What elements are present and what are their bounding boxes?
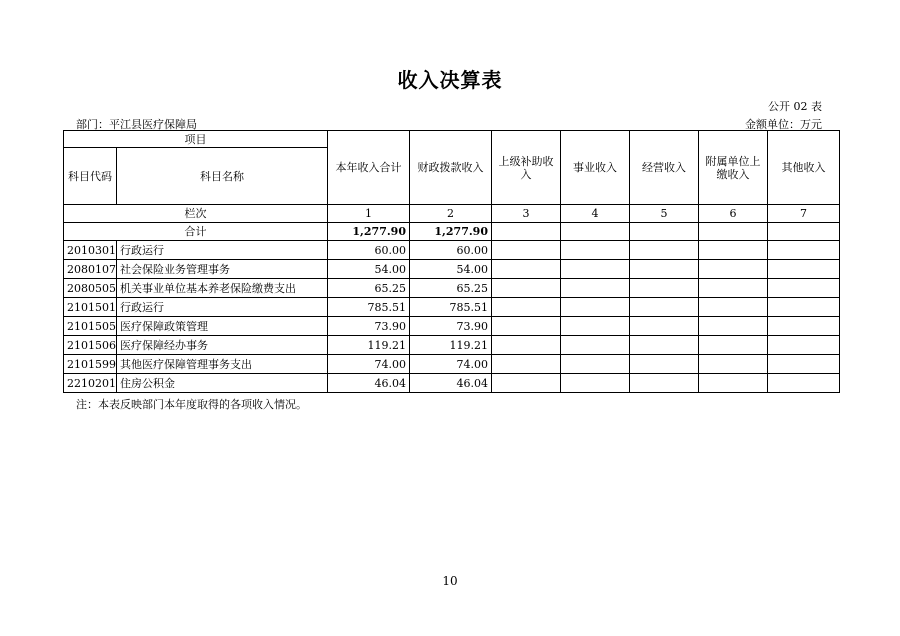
- row-empty-cell: [699, 317, 768, 336]
- summary-label: 合计: [64, 223, 328, 241]
- row-code: 2101506: [64, 336, 117, 355]
- summary-fiscal: 1,277.90: [410, 223, 492, 241]
- column-number: 3: [492, 205, 561, 223]
- table-row: [64, 374, 840, 393]
- row-empty-cell: [492, 355, 561, 374]
- row-empty-cell: [768, 374, 840, 393]
- row-fiscal: 65.25: [410, 279, 492, 298]
- row-fiscal: 73.90: [410, 317, 492, 336]
- row-name: 住房公积金: [117, 374, 328, 393]
- row-empty-cell: [768, 241, 840, 260]
- row-name: 机关事业单位基本养老保险缴费支出: [117, 279, 328, 298]
- row-code: 2101599: [64, 355, 117, 374]
- row-empty-cell: [561, 298, 630, 317]
- row-empty-cell: [561, 374, 630, 393]
- header-other: 其他收入: [768, 131, 840, 205]
- row-empty-cell: [699, 279, 768, 298]
- row-empty-cell: [699, 260, 768, 279]
- column-number: 6: [699, 205, 768, 223]
- row-empty-cell: [492, 241, 561, 260]
- row-empty-cell: [699, 298, 768, 317]
- row-empty-cell: [768, 260, 840, 279]
- department-label: 部门：平江县医疗保障局: [76, 118, 197, 131]
- row-name: 行政运行: [117, 241, 328, 260]
- amount-unit: 金额单位：万元: [745, 118, 822, 131]
- row-empty-cell: [492, 279, 561, 298]
- table-row: [64, 336, 840, 355]
- row-empty-cell: [492, 317, 561, 336]
- table-row: [64, 355, 840, 374]
- row-empty-cell: [630, 336, 699, 355]
- header-item: 项目: [64, 131, 328, 148]
- header-name: 科目名称: [117, 148, 328, 205]
- table-row: [64, 317, 840, 336]
- summary-total: 1,277.90: [328, 223, 410, 241]
- column-number: 4: [561, 205, 630, 223]
- row-empty-cell: [561, 317, 630, 336]
- header-affiliated: 附属单位上缴收入: [699, 131, 768, 205]
- header-total: 本年收入合计: [328, 131, 410, 205]
- row-empty-cell: [630, 355, 699, 374]
- row-empty-cell: [768, 298, 840, 317]
- row-total: 46.04: [328, 374, 410, 393]
- table-row: [64, 279, 840, 298]
- row-empty-cell: [630, 279, 699, 298]
- row-empty-cell: [699, 336, 768, 355]
- form-number: 公开 02 表: [768, 100, 822, 113]
- row-empty-cell: [561, 241, 630, 260]
- column-number: 5: [630, 205, 699, 223]
- table-row: [64, 260, 840, 279]
- table-row: [64, 241, 840, 260]
- row-total: 65.25: [328, 279, 410, 298]
- row-empty-cell: [492, 260, 561, 279]
- table-note: 注：本表反映部门本年度取得的各项收入情况。: [76, 398, 307, 411]
- row-empty-cell: [630, 317, 699, 336]
- row-name: 医疗保障政策管理: [117, 317, 328, 336]
- report-title: 收入决算表: [397, 68, 503, 92]
- row-empty-cell: [492, 374, 561, 393]
- row-empty-cell: [492, 298, 561, 317]
- row-fiscal: 54.00: [410, 260, 492, 279]
- row-name: 医疗保障经办事务: [117, 336, 328, 355]
- header-operating: 经营收入: [630, 131, 699, 205]
- row-total: 74.00: [328, 355, 410, 374]
- row-code: 2080107: [64, 260, 117, 279]
- column-number: 7: [768, 205, 840, 223]
- table-row: [64, 298, 840, 317]
- row-fiscal: 785.51: [410, 298, 492, 317]
- row-fiscal: 46.04: [410, 374, 492, 393]
- header-code: 科目代码: [64, 148, 117, 205]
- row-empty-cell: [768, 279, 840, 298]
- row-empty-cell: [630, 298, 699, 317]
- row-empty-cell: [630, 241, 699, 260]
- header-superior: 上级补助收入: [492, 131, 561, 205]
- row-code: 2210201: [64, 374, 117, 393]
- row-empty-cell: [630, 374, 699, 393]
- income-table: [63, 130, 840, 393]
- row-empty-cell: [561, 279, 630, 298]
- column-number-label: 栏次: [64, 205, 328, 223]
- row-empty-cell: [561, 336, 630, 355]
- row-total: 119.21: [328, 336, 410, 355]
- row-name: 社会保险业务管理事务: [117, 260, 328, 279]
- row-empty-cell: [561, 355, 630, 374]
- row-empty-cell: [561, 260, 630, 279]
- page-number: 10: [442, 574, 458, 588]
- row-fiscal: 74.00: [410, 355, 492, 374]
- row-fiscal: 60.00: [410, 241, 492, 260]
- row-name: 其他医疗保障管理事务支出: [117, 355, 328, 374]
- row-empty-cell: [699, 355, 768, 374]
- row-empty-cell: [768, 336, 840, 355]
- header-business: 事业收入: [561, 131, 630, 205]
- row-empty-cell: [699, 374, 768, 393]
- column-number: 1: [328, 205, 410, 223]
- row-code: 2010301: [64, 241, 117, 260]
- row-total: 785.51: [328, 298, 410, 317]
- row-code: 2101501: [64, 298, 117, 317]
- column-number: 2: [410, 205, 492, 223]
- row-empty-cell: [768, 355, 840, 374]
- row-code: 2080505: [64, 279, 117, 298]
- row-empty-cell: [492, 336, 561, 355]
- row-empty-cell: [630, 260, 699, 279]
- row-code: 2101505: [64, 317, 117, 336]
- row-total: 73.90: [328, 317, 410, 336]
- row-empty-cell: [699, 241, 768, 260]
- row-empty-cell: [768, 317, 840, 336]
- row-total: 54.00: [328, 260, 410, 279]
- row-fiscal: 119.21: [410, 336, 492, 355]
- header-fiscal: 财政拨款收入: [410, 131, 492, 205]
- row-name: 行政运行: [117, 298, 328, 317]
- row-total: 60.00: [328, 241, 410, 260]
